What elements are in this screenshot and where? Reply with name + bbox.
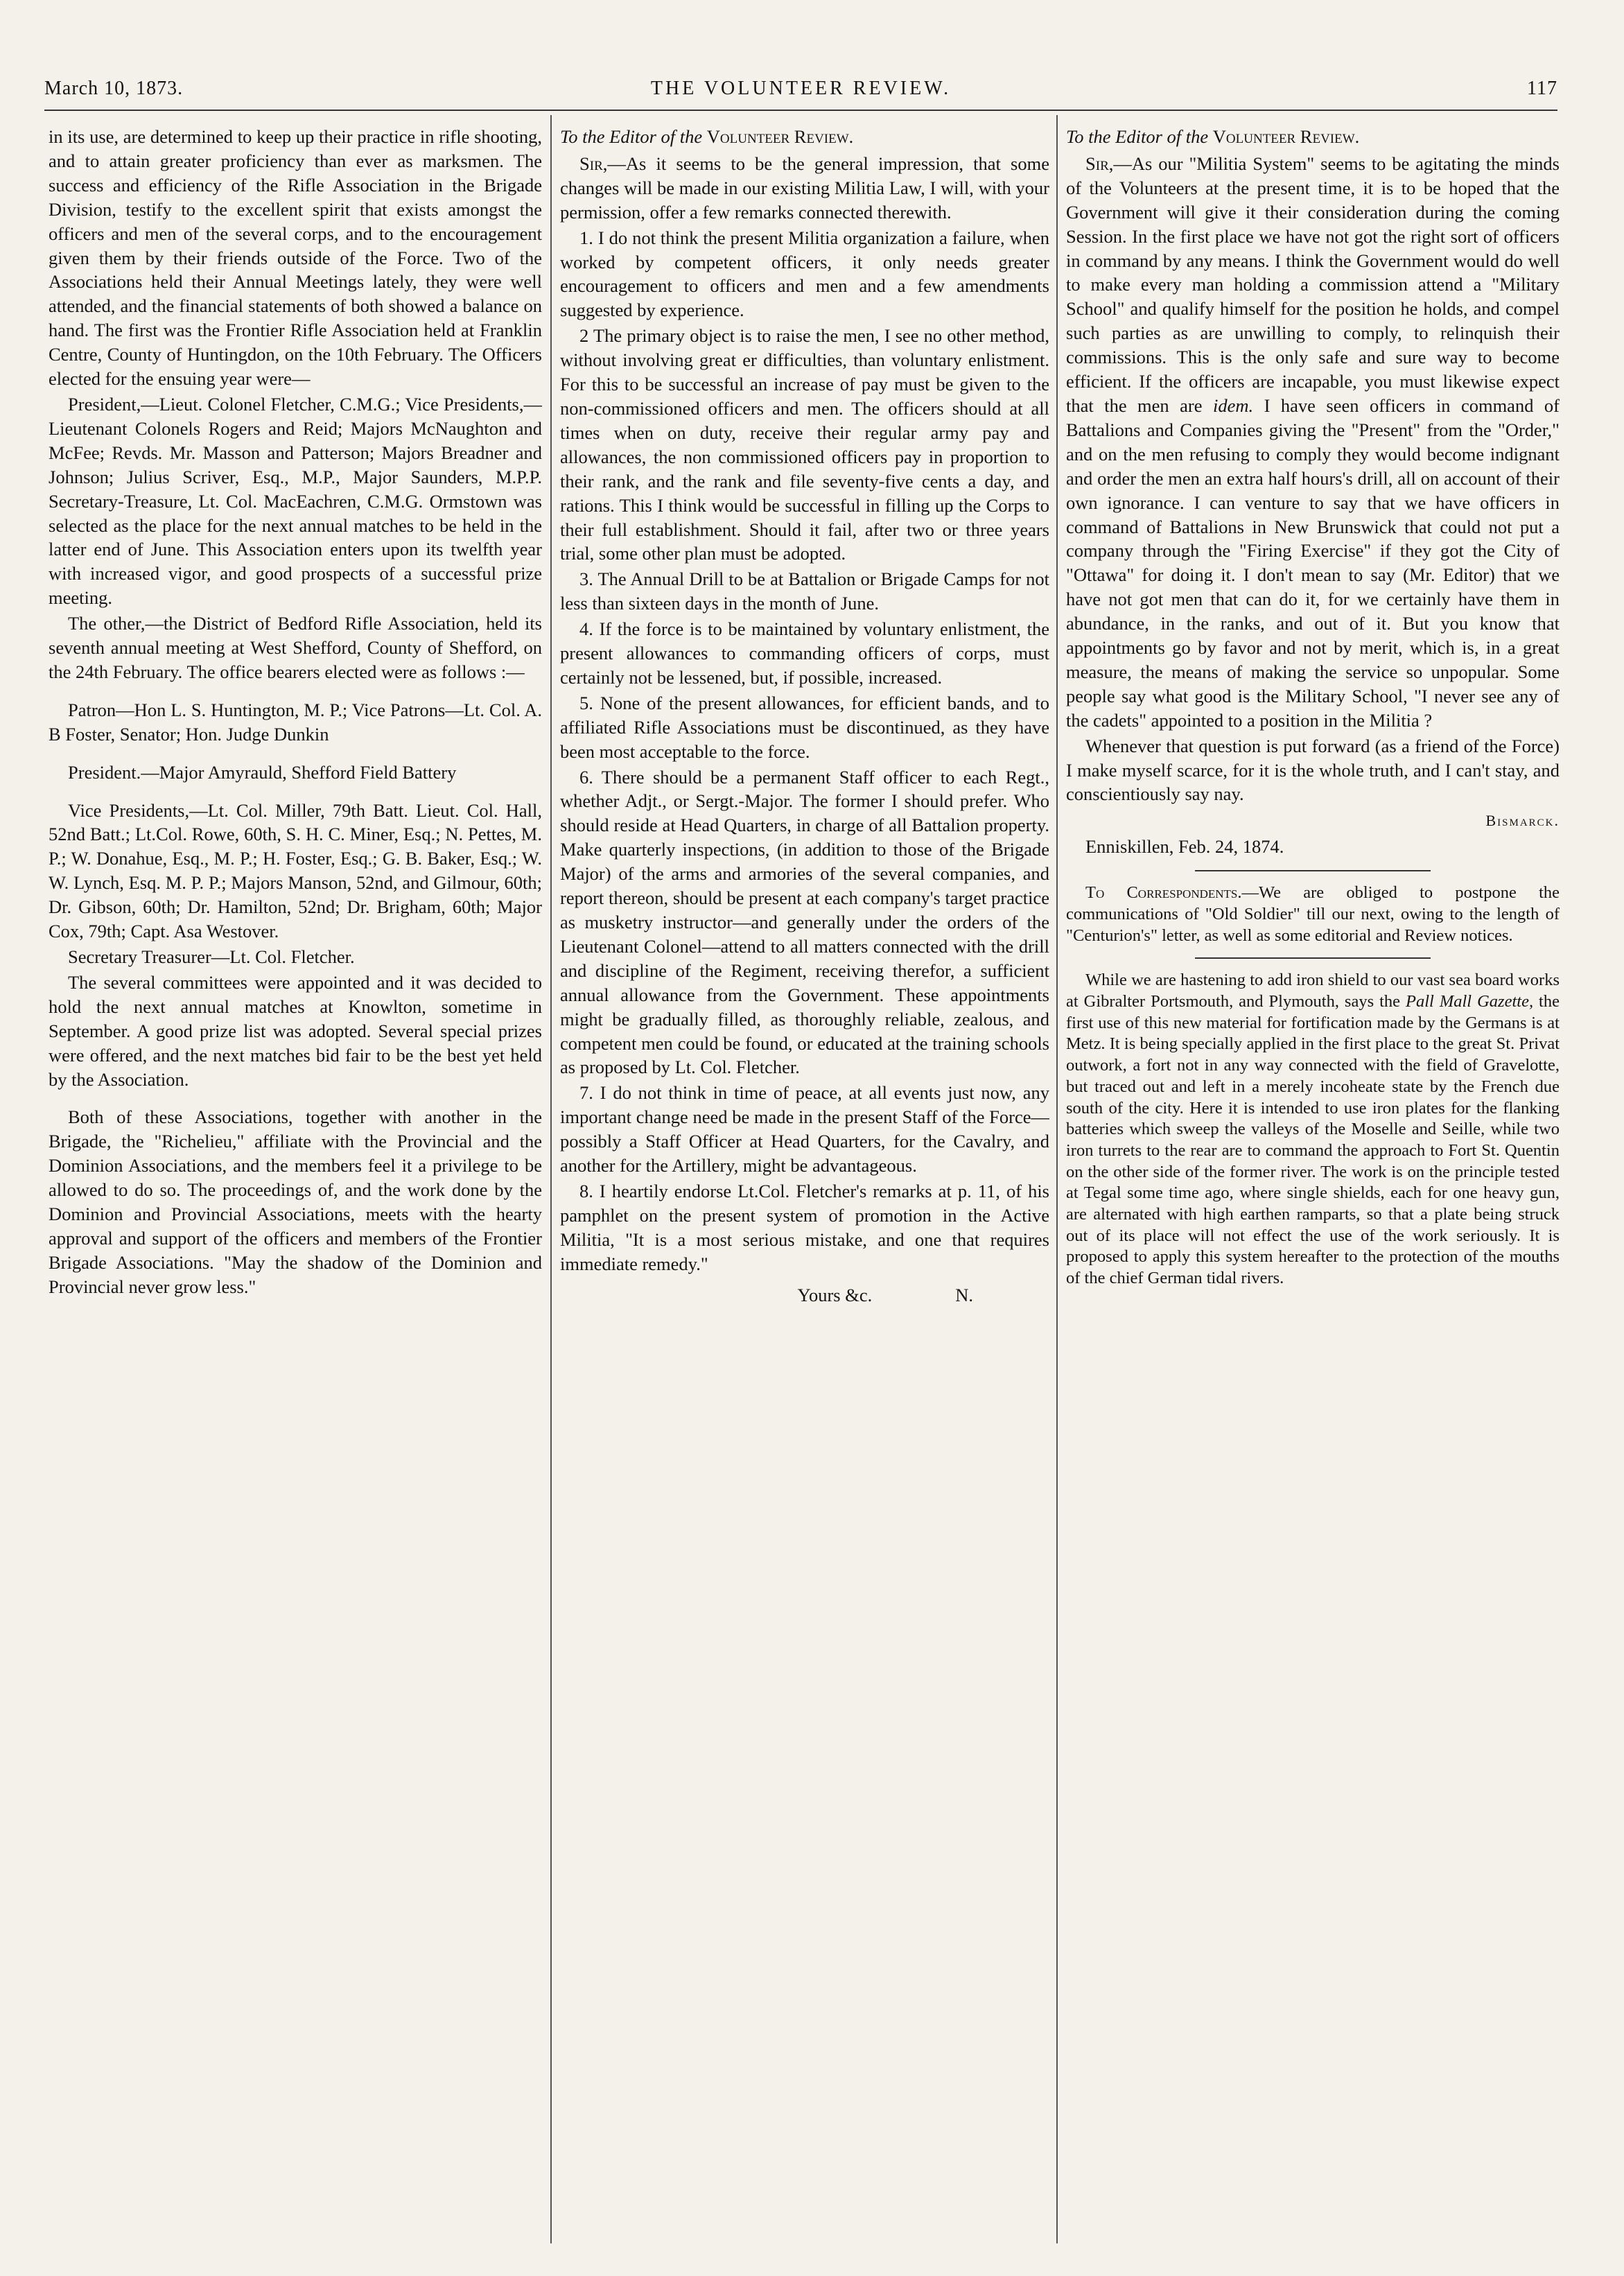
paragraph: 4. If the force is to be maintained by voluntary enlistment, the present allowances to commanding officers of corps, must certainly not be lessened, but, if possible, increased.: [560, 618, 1049, 688]
salutation: Sir,: [1085, 153, 1114, 174]
paragraph: [560, 152, 1049, 225]
paragraph-text: —As it seems to be the general impression, that some changes will be made in our existing Militia Law, I will, with your permission, offer a few remarks connected therewith.: [560, 153, 1049, 223]
paragraph: 3. The Annual Drill to be at Battalion or Brigade Camps for not less than sixteen days in the month of June.: [560, 568, 1049, 614]
notice-text: —We are obliged to postpone the communications of "Old Soldier" till our next, owing to the length of "Centurion's" letter, as well as some editorial and Review notices.: [1066, 883, 1560, 945]
heading-journal: Volunteer Review.: [1212, 126, 1360, 147]
paragraph-text: —As our "Militia System" seems to be agitating the minds of the Volunteers at the present time, it is to be hoped that the Government will give it their consideration during the coming Session. In the first place we have not got the right sort of officers in command by any means. I think the Government would do well to make every man holding a commission attend a "Military School" and qualify himself for the position he holds, and compel such parties as are unwilling to comply, to relinquish their commissions. This is the only safe and sure way to become efficient. If the officers are incapable, you must likewise expect that the men are: [1066, 153, 1560, 416]
column-letter-militia-system: [1066, 125, 1560, 2232]
paragraph: 8. I heartily endorse Lt.Col. Fletcher's remarks at p. 11, of his pamphlet on the present system of promotion in the Active Militia, "It is a most serious mistake, and one that requires immediate remedy.": [560, 1180, 1049, 1274]
notice-label: To Correspondents.: [1085, 883, 1242, 903]
paragraph: Whenever that question is put forward (as a friend of the Force) I make myself scarce, for it is the whole truth, and I can't stay, and conscientiously say nay.: [1066, 735, 1560, 805]
italic-word: idem.: [1212, 394, 1254, 416]
paragraph-text: While we are hastening to add iron shield to our vast sea board works at Gibralter Portsmouth, and Plymouth, says the: [1066, 971, 1560, 1011]
heading-prefix: To the Editor of the: [1066, 126, 1209, 147]
letter-signature: Bismarck.: [1485, 812, 1560, 830]
paragraph: Vice Presidents,—Lt. Col. Miller, 79th Batt. Lieut. Col. Hall, 52nd Batt.; Lt.Col. Rowe, 60th, S. H. C. Miner, Esq.; N. Pettes, M. P.; W. Donahue, Esq., M. P.; H. Foster, Esq.; G. B. Baker, Esq.; W. W. Lynch, Esq. M. P. P.; Majors Manson, 52nd, and Gilmour, 60th; Dr. Gibson, 60th; Dr. Hamilton, 52nd; Dr. Brigham, 60th; Major Cox, 79th; Capt. Asa Westover.: [49, 799, 542, 942]
column-rifle-associations: [49, 125, 542, 2232]
heading-prefix: To the Editor of the: [560, 126, 703, 147]
paragraph-text: I have seen officers in command of Battalions and Companies giving the "Present" from the "Order," and on the men refusing to comply they would become indignant and order the men an extra half hours's drill, all on account of their own ignorance. I can venture to say that we have officers in command of Battalions in New Brunswick that could not put a company through the "Firing Exercise" if they got the City of "Ottawa" for doing it. I don't mean to say (Mr. Editor) that we have not got men that can do it, for we certainly have them in abundance, in the ranks, and out of it. But you know that appointments go by favor and not by merit, which is, in a great measure, the means of making the service so unpopular. Some people say what good is the Military School, "I never see any of the cadets" appointed to a position in the Militia ?: [1066, 394, 1560, 731]
column-rule: [550, 115, 552, 2243]
page-header: [44, 78, 1557, 108]
paragraph: Both of these Associations, together with another in the Brigade, the "Richelieu," affiliate with the Provincial and the Dominion Associations, and the members feel it a privilege to be allowed to do so. The proceedings of, and the work done by the Dominion and Provincial Associations, meets with the hearty approval and support of the officers and members of the Frontier Brigade Associations. "May the shadow of the Dominion and Provincial never grow less.": [49, 1106, 542, 1297]
paragraph: Secretary Treasurer—Lt. Col. Fletcher.: [68, 946, 355, 967]
column-letter-militia-law: [560, 125, 1049, 2232]
divider-rule: [1195, 957, 1431, 959]
dateline: Enniskillen, Feb. 24, 1874.: [1085, 836, 1284, 858]
paragraph: in its use, are determined to keep up their practice in rifle shooting, and to attain greater proficiency than ever as marksmen. The success and efficiency of the Rifle Association in the Brigade Division, testify to the excellent spirit that exists amongst the officers and men of the several corps, and to the encouragement given them by their friends outside of the Force. Two of the Associations held their Annual Meetings lately, they were well attended, and the financial statements of both showed a balance on hand. The first was the Frontier Rifle Association held at Franklin Centre, County of Huntingdon, on the 10th February. The Officers elected for the ensuing year were—: [49, 126, 542, 390]
news-paragraph: [1066, 970, 1560, 1289]
header-rule: [44, 110, 1557, 111]
paragraph: President.—Major Amyrauld, Shefford Field Battery: [68, 761, 457, 783]
paragraph: 1. I do not think the present Militia organization a failure, when worked by competent officers, it only needs greater encouragement to officers and men and a few amendments suggested by experience.: [560, 227, 1049, 321]
issue-date: March 10, 1873.: [44, 78, 184, 99]
publication-name: Pall Mall Gazette,: [1406, 992, 1534, 1011]
paragraph-text: the first use of this new material for fortification made by the Germans is at Metz. It is being specially applied in the first place to the great St. Privat outwork, a fort not in any way connected with the field of Gravelotte, but traced out and left in a merely incoheate state by the French due south of the city. Here it is intended to use iron plates for the flanking batteries which sweep the valleys of the Moselle and Seille, while two iron turrets to the rear are to command the approach to Fort St. Quentin on the other side of the former river. The work is on the principle tested at Tegal some time ago, where single shields, each for one heavy gun, are alternated with high earthen ramparts, so that a plate being struck out of its place will not effect the use of the work seriously. It is proposed to apply this system hereafter to the protection of the mouths of the chief German tidal rivers.: [1066, 992, 1560, 1288]
column-rule: [1056, 115, 1058, 2243]
paragraph: [1066, 152, 1560, 733]
letter-heading: [1066, 125, 1560, 149]
closing: Yours &c.: [797, 1284, 873, 1305]
paragraph: Patron—Hon L. S. Huntington, M. P.; Vice Patrons—Lt. Col. A. B Foster, Senator; Hon. Judge Dunkin: [49, 699, 542, 745]
page-number: 117: [1527, 78, 1557, 99]
heading-journal: Volunteer Review.: [706, 126, 854, 147]
paragraph: The several committees were appointed and it was decided to hold the next annual matches at Knowlton, sometime in September. A good prize list was adopted. Several special prizes were offered, and the next matches bid fair to be the best yet held by the Association.: [49, 971, 542, 1090]
paragraph: President,—Lieut. Colonel Fletcher, C.M.G.; Vice Presidents,—Lieutenant Colonels Rogers and Reid; Majors McNaughton and McFee; Revds. Mr. Masson and Patterson; Majors Breadner and Johnson; Julius Scriver, Esq., M.P., Major Saunders, M.P.P. Secretary-Treasure, Lt. Col. MacEachren, C.M.G. Ormstown was selected as the place for the next annual matches to be held in the latter end of June. This Association enters upon its twelfth year with increased vigor, and good prospects of a successful prize meeting.: [49, 393, 542, 609]
paragraph: 5. None of the present allowances, for efficient bands, and to affiliated Rifle Associations must be discontinued, as they have been most acceptable to the force.: [560, 692, 1049, 762]
masthead-title: THE VOLUNTEER REVIEW.: [650, 78, 952, 99]
paragraph: 6. There should be a permanent Staff officer to each Regt., whether Adjt., or Sergt.-Major. The former I should prefer. Who should reside at Head Quarters, in charge of all Battalion property. Make quarterly inspections, (in addition to those of the Brigade Major) of the arms and armories of the several companies, and report thereon, should be present at each company's target practice as musketry instructor—and generally under the orders of the Lieutenant Colonel—attend to all matters connected with the drill and discipline of the Regiment, receiving therefor, a sufficient annual allowance from the Government. These appointments might be gradually filled, as thoroughly reliable, zealous, and competent men could be found, or educated at the training schools as proposed by Lt. Col. Fletcher.: [560, 766, 1049, 1078]
paragraph: 7. I do not think in time of peace, at all events just now, any important change need be made in the present Staff of the Force—possibly a Staff Officer at Head Quarters, for the Cavalry, and another for the Artillery, might be advantageous.: [560, 1082, 1049, 1176]
notice-to-correspondents: [1066, 883, 1560, 946]
paragraph: The other,—the District of Bedford Rifle Association, held its seventh annual meeting at West Shefford, County of Shefford, on the 24th February. The office bearers elected were as follows :—: [49, 613, 542, 682]
divider-rule: [1195, 870, 1431, 871]
salutation: Sir,: [579, 153, 608, 174]
letter-initial: N.: [955, 1284, 973, 1305]
letter-heading: [560, 125, 1049, 149]
letter-closing: [560, 1283, 1049, 1308]
paragraph: 2 The primary object is to raise the men, I see no other method, without involving great er difficulties, than voluntary enlistment. For this to be successful an increase of pay must be given to the non-commissioned officers and men. The officers should at all times when on duty, receive their regular army pay and allowances, the non commissioned officers pay in proportion to their rank, and the rank and file seventy-five cents a day, and rations. This I think would be successful in filling up the Corps to their full establishment. Should it fail, after two or three years trial, some other plan must be adopted.: [560, 325, 1049, 564]
